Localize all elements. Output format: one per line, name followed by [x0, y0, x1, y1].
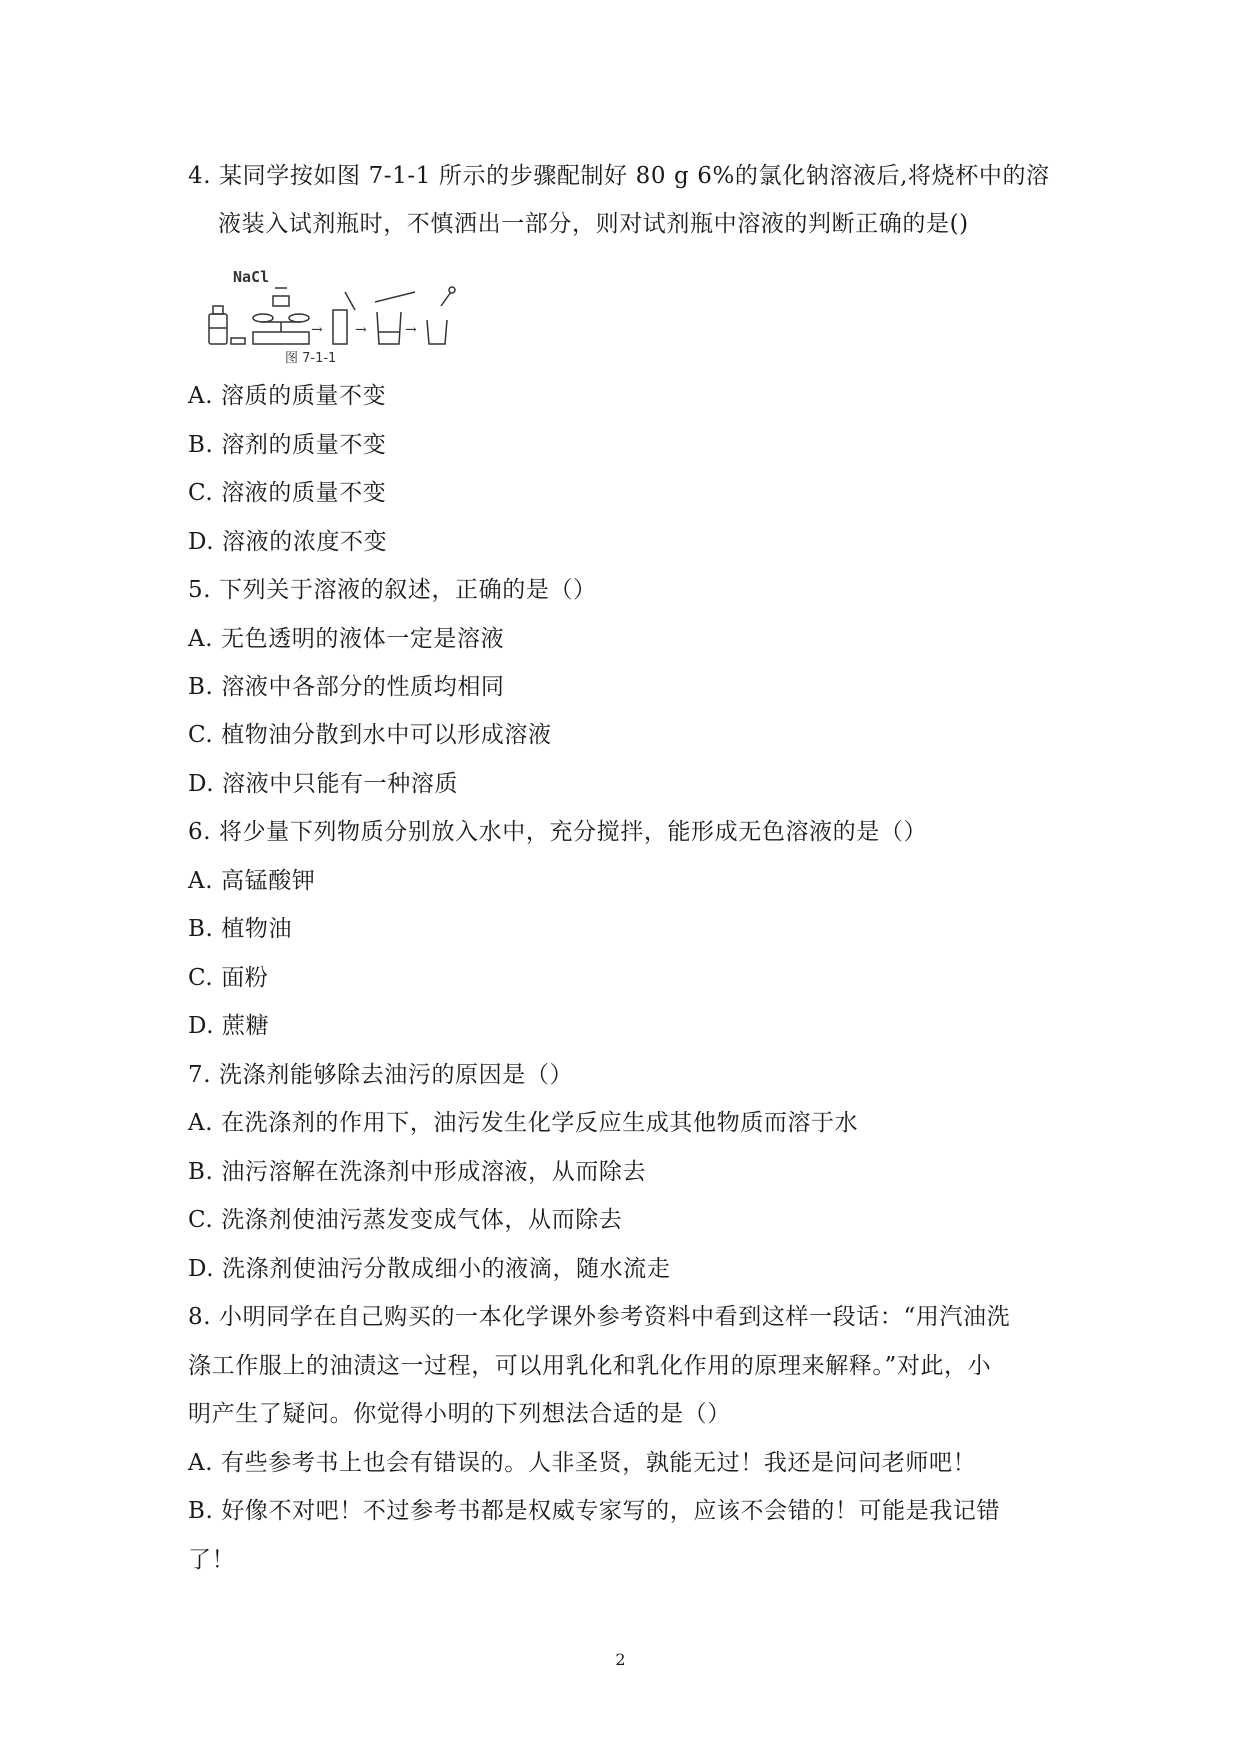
q8-option-b-continuation: 了！: [188, 1547, 236, 1573]
q4-option-b: B. 溶剂的质量不变: [188, 432, 387, 458]
q6-option-d: D. 蔗糖: [188, 1013, 270, 1039]
figure-caption: 图 7-1-1: [285, 351, 337, 366]
q7-option-b: B. 油污溶解在洗涤剂中形成溶液，从而除去: [188, 1159, 647, 1185]
reagent-bottle-icon: [209, 306, 245, 344]
q8-option-a: A. 有些参考书上也会有错误的。人非圣贤，孰能无过！我还是问问老师吧！: [188, 1450, 977, 1476]
solution-preparation-figure: [205, 262, 485, 366]
q4-stem-line-1: 4. 某同学按如图 7-1-1 所示的步骤配制好 80 g 6%的氯化钠溶液后,将烧杯中的溶: [188, 163, 1050, 189]
q6-option-c: C. 面粉: [188, 965, 269, 991]
q6-option-a: A. 高锰酸钾: [188, 868, 316, 894]
q5-option-d: D. 溶液中只能有一种溶质: [188, 771, 459, 797]
q5-option-a: A. 无色透明的液体一定是溶液: [188, 626, 505, 652]
q8-stem-line-2: 涤工作服上的油渍这一过程，可以用乳化和乳化作用的原理来解释。”对此，小: [188, 1353, 992, 1379]
q7-option-d: D. 洗涤剂使油污分散成细小的液滴，随水流走: [188, 1256, 671, 1282]
balance-icon: [253, 288, 309, 344]
q8-stem-line-3: 明产生了疑问。你觉得小明的下列想法合适的是（）: [188, 1401, 731, 1427]
q5-option-c: C. 植物油分散到水中可以形成溶液: [188, 722, 552, 748]
q4-option-d: D. 溶液的浓度不变: [188, 529, 388, 555]
q5-option-b: B. 溶液中各部分的性质均相同: [188, 674, 505, 700]
q4-option-c: C. 溶液的质量不变: [188, 480, 387, 506]
svg-text:→: →: [405, 322, 417, 338]
graduated-cylinder-icon: [333, 292, 355, 344]
q5-stem: 5. 下列关于溶液的叙述，正确的是（）: [188, 577, 597, 603]
q7-option-c: C. 洗涤剂使油污蒸发变成气体，从而除去: [188, 1207, 623, 1233]
final-solution-icon: [427, 287, 455, 344]
q4-stem-line-2: 液装入试剂瓶时，不慎洒出一部分，则对试剂瓶中溶液的判断正确的是(): [218, 211, 969, 237]
q6-stem: 6. 将少量下列物质分别放入水中，充分搅拌，能形成无色溶液的是（）: [188, 819, 928, 845]
svg-text:→: →: [355, 322, 367, 338]
q6-option-b: B. 植物油: [188, 916, 293, 942]
page-number: 2: [615, 1650, 626, 1669]
svg-text:→: →: [311, 322, 323, 338]
q8-option-b: B. 好像不对吧！不过参考书都是权威专家写的，应该不会错的！可能是我记错: [188, 1498, 1001, 1524]
q8-stem-line-1: 8. 小明同学在自己购买的一本化学课外参考资料中看到这样一段话：“用汽油洗: [188, 1304, 1011, 1330]
q4-option-a: A. 溶质的质量不变: [188, 383, 387, 409]
q7-stem: 7. 洗涤剂能够除去油污的原因是（）: [188, 1062, 574, 1088]
nacl-label: NaCl: [233, 268, 270, 286]
q7-option-a: A. 在洗涤剂的作用下，油污发生化学反应生成其他物质而溶于水: [188, 1110, 859, 1136]
